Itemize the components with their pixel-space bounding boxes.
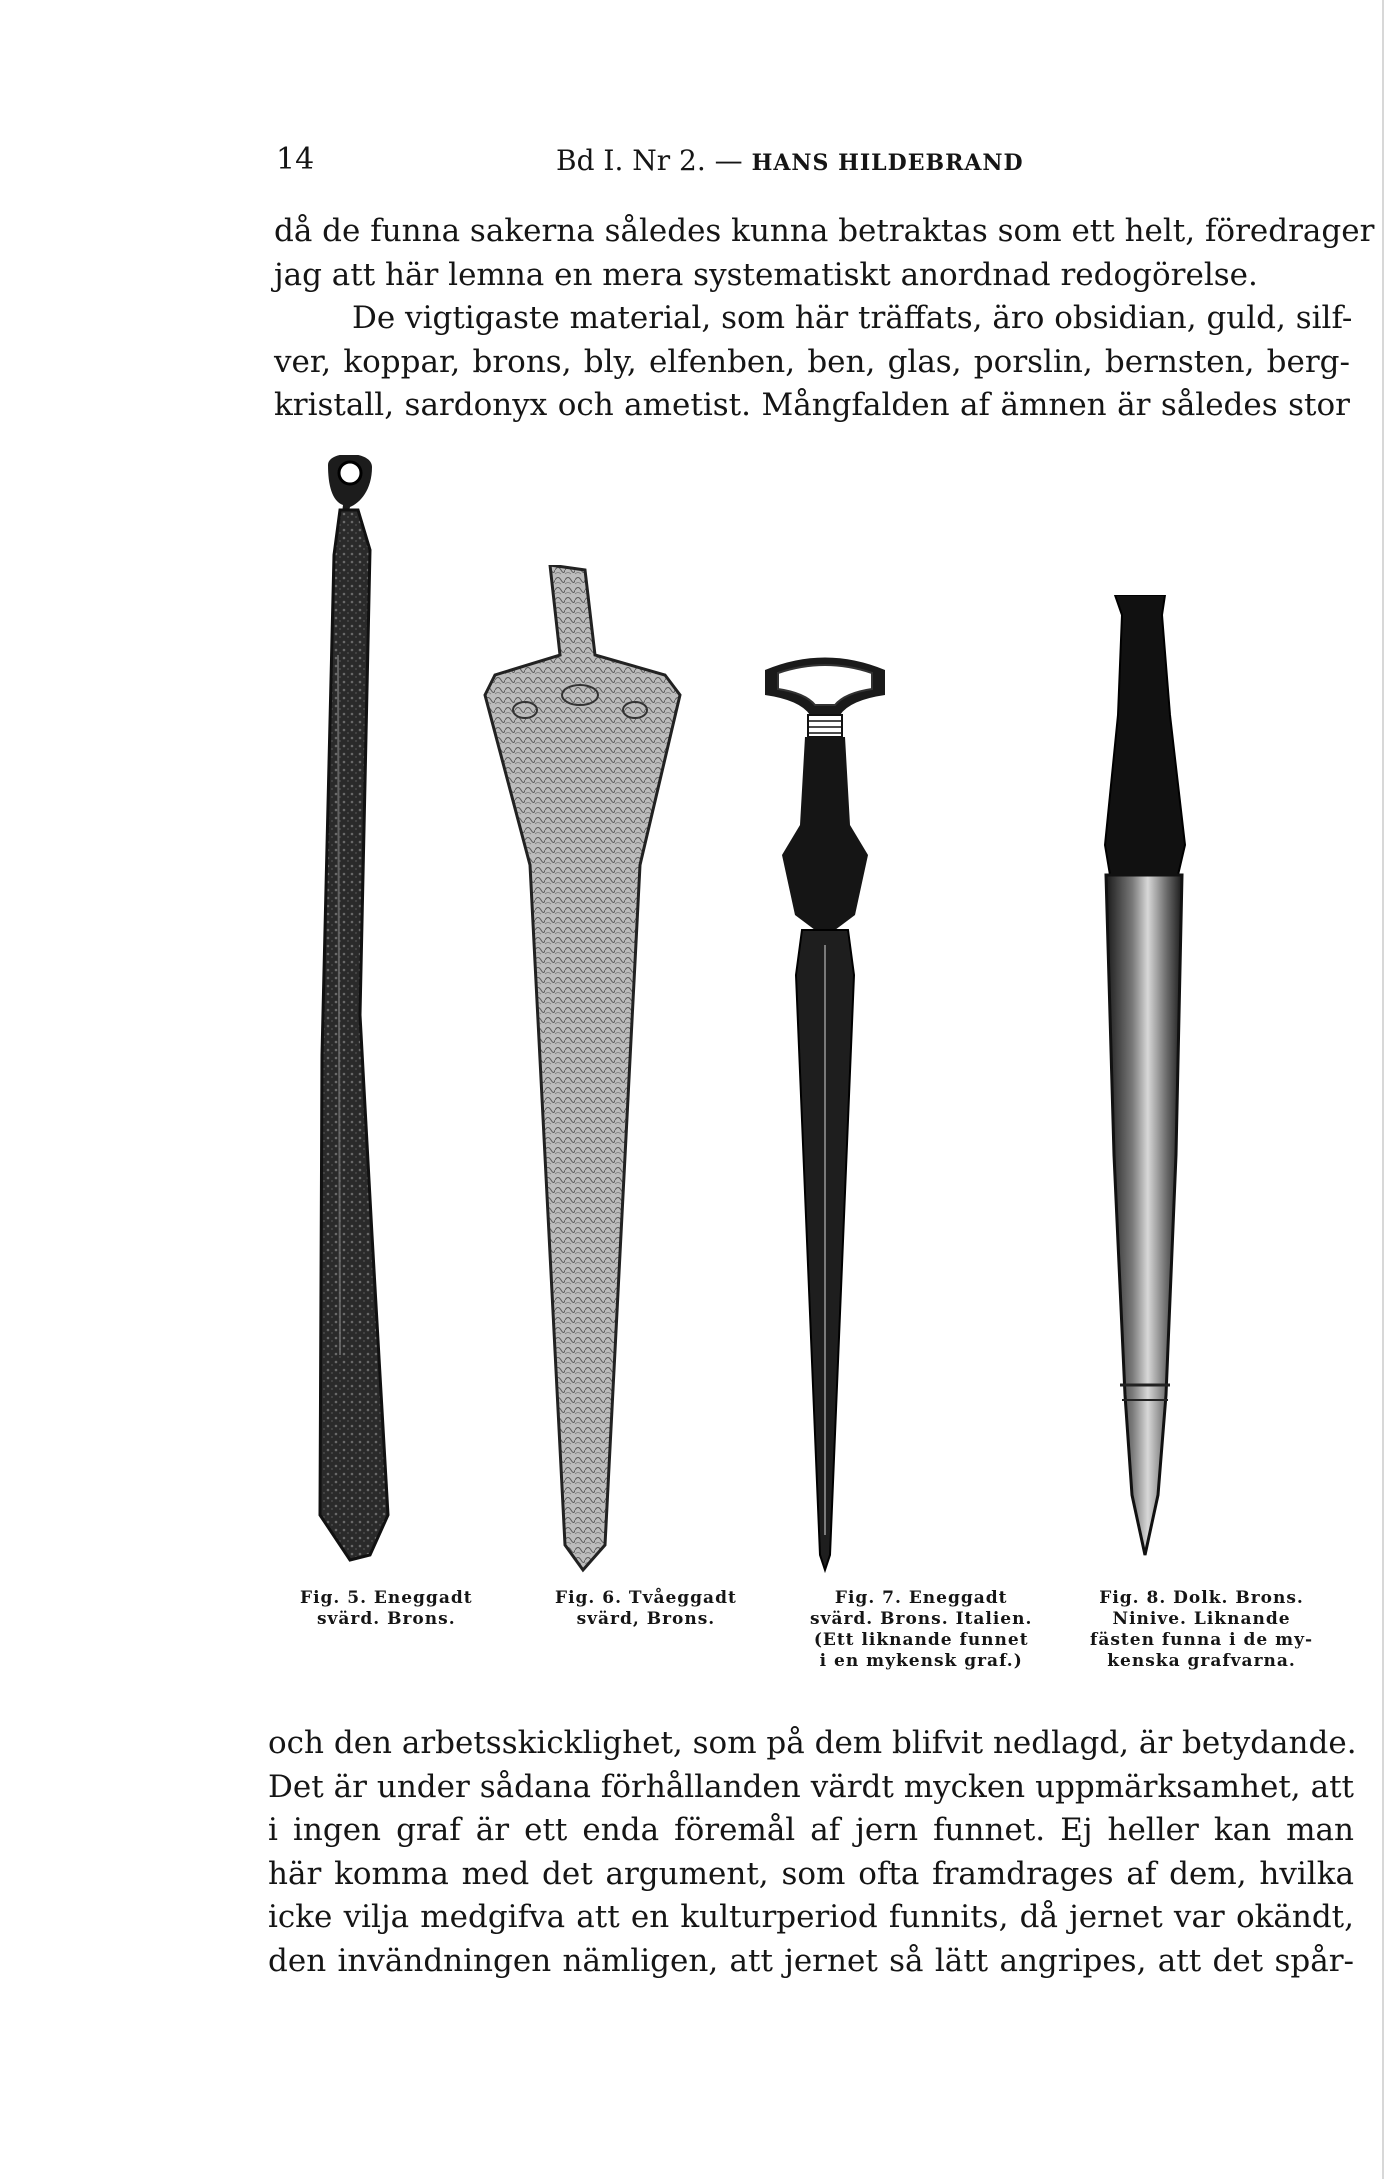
text-line: i ingen graf är ett enda föremål af jern funnet. Ej heller kan man: [268, 1812, 1354, 1848]
figure-7-sword-illustration: [750, 655, 900, 1575]
running-head: [556, 144, 1024, 177]
caption-line: Fig. 6. Tvåeggadt: [555, 1588, 737, 1608]
figure-7-caption: [810, 1588, 1032, 1672]
page-number: 14: [276, 142, 315, 177]
text-line: De vigtigaste material, som här träffats, äro obsidian, guld, silf-: [352, 300, 1353, 336]
caption-line: Fig. 8. Dolk. Brons.: [1099, 1588, 1304, 1608]
text-line: den invändningen nämligen, att jernet så lätt angripes, att det spår-: [268, 1942, 1354, 1979]
text-line: och den arbetsskicklighet, som på dem blifvit nedlagd, är betydande.: [268, 1725, 1357, 1761]
caption-line: fästen funna i de my-: [1090, 1630, 1314, 1650]
text-line: här komma med det argument, som ofta framdrages af dem, hvilka: [268, 1855, 1354, 1892]
caption-line: i en mykensk graf.): [819, 1651, 1023, 1671]
caption-line: svärd. Brons. Italien.: [810, 1609, 1033, 1629]
caption-line: kenska grafvarna.: [1107, 1651, 1296, 1671]
caption-line: (Ett liknande funnet: [813, 1630, 1029, 1650]
text-line: ver, koppar, brons, bly, elfenben, ben, glas, porslin, bernsten, berg-: [274, 343, 1350, 380]
figure-5-sword-illustration: [310, 455, 450, 1575]
figure-8-caption: [1090, 1588, 1313, 1672]
body-text-bottom: [268, 1722, 1357, 1983]
text-line: icke vilja medgifva att en kulturperiod funnits, då jernet var okändt,: [268, 1899, 1354, 1935]
figure-6-caption: [555, 1588, 737, 1630]
text-line: Det är under sådana förhållanden värdt mycken uppmärksamhet, att: [268, 1768, 1354, 1805]
caption-line: Fig. 7. Eneggadt: [834, 1588, 1008, 1608]
text-line: kristall, sardonyx och ametist. Mångfalden af ämnen är således stor: [274, 387, 1350, 423]
figure-8-dagger-illustration: [1070, 595, 1220, 1565]
text-line: då de funna sakerna således kunna betraktas som ett helt, föredrager: [274, 213, 1375, 249]
figure-6-sword-illustration: [465, 565, 695, 1575]
page-edge-line: [1382, 0, 1384, 2179]
caption-line: Fig. 5. Eneggadt: [300, 1588, 473, 1608]
body-text-top: [274, 210, 1375, 428]
caption-line: svärd, Brons.: [576, 1609, 716, 1629]
text-line: jag att här lemna en mera systematiskt anordnad redogörelse.: [274, 256, 1258, 293]
page-header: [0, 142, 1400, 192]
running-head-author: HANS HILDEBRAND: [751, 150, 1024, 176]
running-head-volume: Bd I. Nr 2. —: [556, 144, 743, 177]
figure-plate: [270, 455, 1360, 1605]
figure-5-caption: [300, 1588, 473, 1630]
caption-line: svärd. Brons.: [316, 1609, 456, 1629]
caption-line: Ninive. Liknande: [1112, 1609, 1291, 1629]
